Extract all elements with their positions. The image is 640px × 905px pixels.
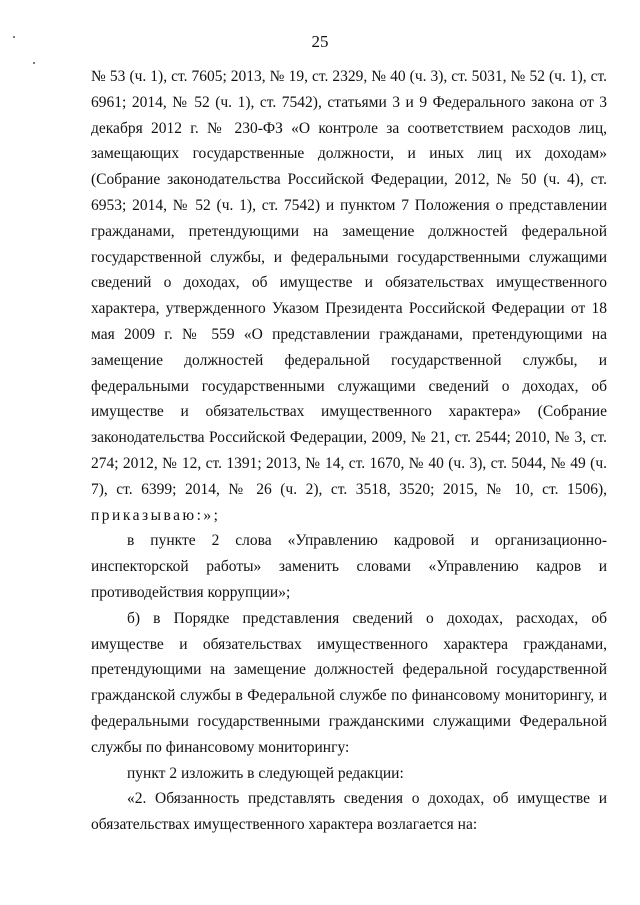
paragraph-obligation: «2. Обязанность представлять сведения о доходах, об имуществе и обязательствах имущественного характера возлагается на: xyxy=(91,790,607,834)
page-number: 25 xyxy=(311,32,329,51)
document-body xyxy=(91,64,607,838)
paragraph-legal-basis xyxy=(91,64,607,528)
scan-artifact xyxy=(33,62,35,64)
scan-artifact xyxy=(13,36,15,38)
paragraph-item-2-change: в пункте 2 слова «Управлению кадровой и организационно-инспекторской работы» заменить словами «Управлению кадров и противодействия коррупции»; xyxy=(91,532,607,601)
paragraph-legal-basis-text: № 53 (ч. 1), ст. 7605; 2013, № 19, ст. 2329, № 40 (ч. 3), ст. 5031, № 52 (ч. 1), ст. 6961; 2014, № 52 (ч. 1), ст. 7542), статьями 3 и 9 Федерального закона от 3 декабря 2012 г. № 230-ФЗ «О контроле за соответствием расходов лиц, замещающих государственные должности, и иных лиц их доходам» (Собрание законодательства Российской Федерации, 2012, № 50 (ч. 4), ст. 6953; 2014, № 52 (ч. 1), ст. 7542) и пунктом 7 Положения о представлении гражданами, претендующими на замещение должностей федеральной государственной службы, и федеральными государственными служащими сведений о доходах, об имуществе и обязательствах имущественного характера, утвержденного Указом Президента Российской Федерации от 18 мая 2009 г. № 559 «О представлении гражданами, претендующими на замещение должностей федеральной государственной службы, и федеральными государственными служащими сведений о доходах, об имуществе и обязательствах имущественного характера» (Собрание законодательства Российской Федерации, 2009, № 21, ст. 2544; 2010, № 3, ст. 274; 2012, № 12, ст. 1391; 2013, № 14, ст. 1670, № 40 (ч. 3), ст. 5044, № 49 (ч. 7), ст. 6399; 2014, № 26 (ч. 2), ст. 3518, 3520; 2015, № 10, ст. 1506), xyxy=(91,68,607,498)
paragraph-item-2-new-wording: пункт 2 изложить в следующей редакции: xyxy=(127,764,404,782)
order-word: приказываю:»; xyxy=(91,506,221,524)
paragraph-procedure-b: б) в Порядке представления сведений о доходах, расходах, об имуществе и обязательствах имущественного характера гражданами, претендующими на замещение должностей федеральной государственной гражданской службы в Федеральной службе по финансовому мониторингу, и федеральными государственными гражданскими служащими Федеральной службы по финансовому мониторингу: xyxy=(91,609,607,756)
